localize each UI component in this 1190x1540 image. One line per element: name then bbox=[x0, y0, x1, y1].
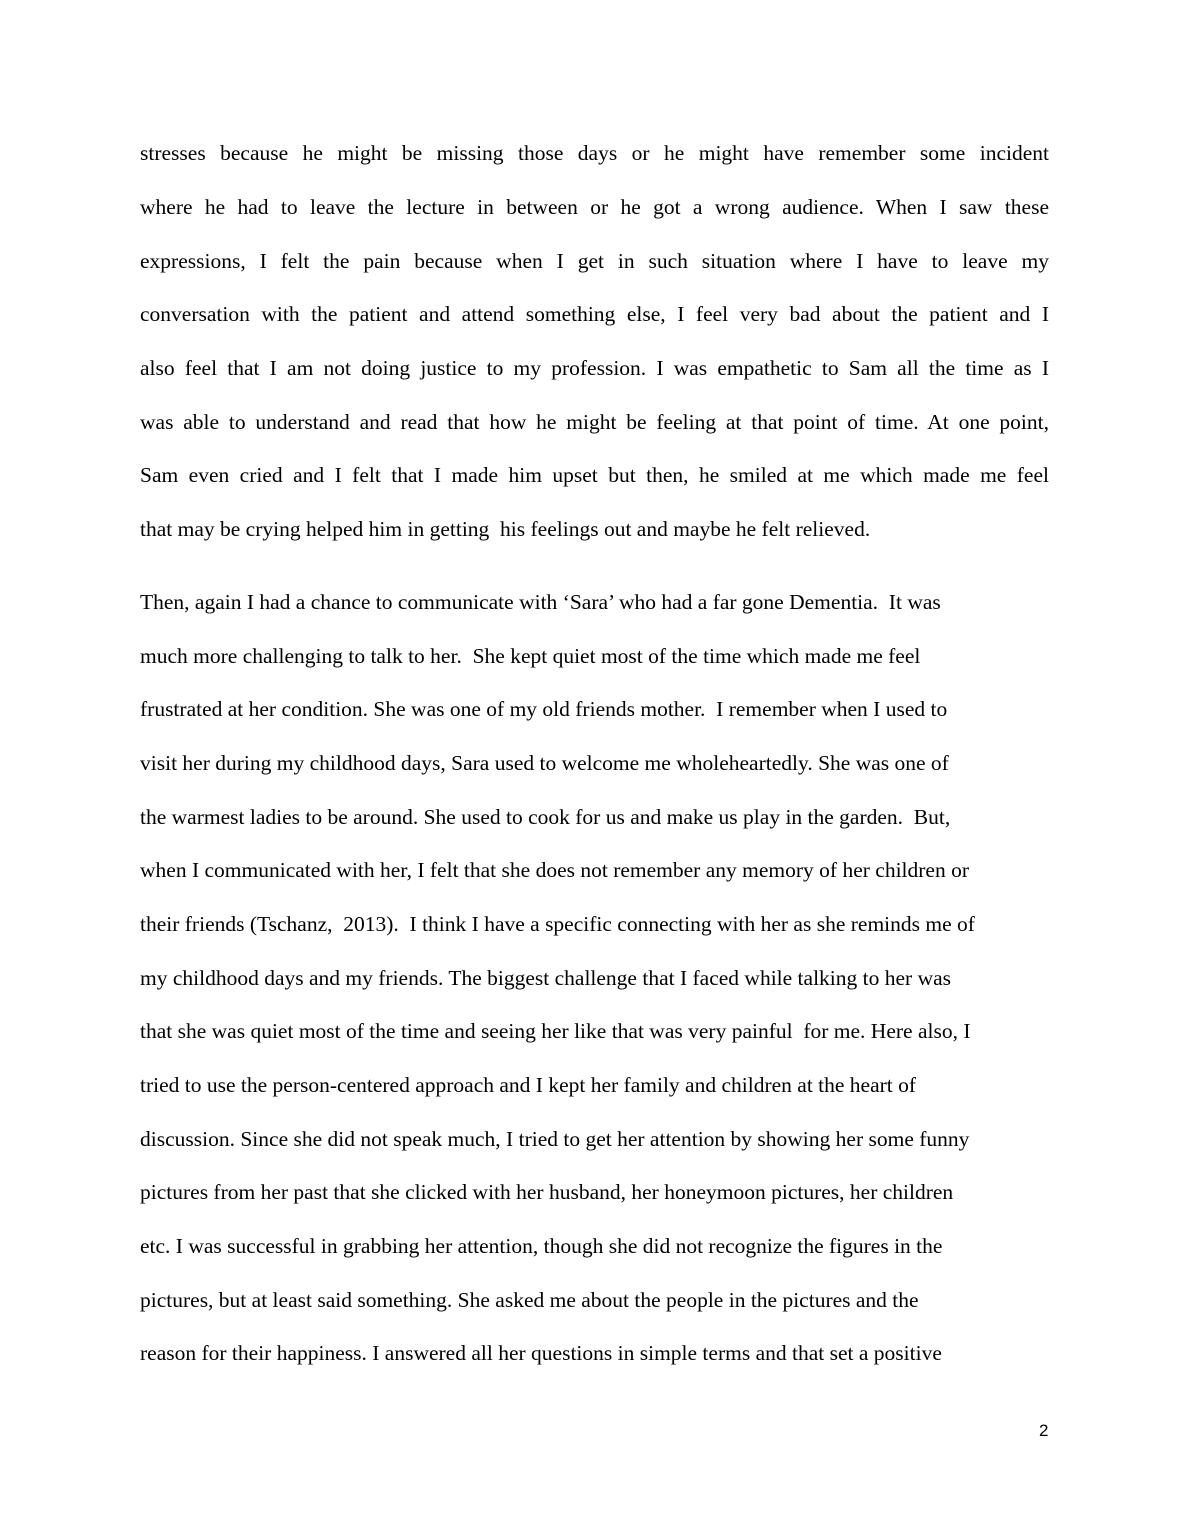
text-line: pictures, but at least said something. She asked me about the people in the pictures and the bbox=[140, 1288, 919, 1312]
text-line: reason for their happiness. I answered all her questions in simple terms and that set a positive bbox=[140, 1341, 942, 1365]
text-line: that may be crying helped him in getting his feelings out and maybe he felt relieved. bbox=[140, 517, 871, 541]
text-line: conversation with the patient and attend something else, I feel very bad about the patient and I bbox=[140, 302, 1049, 326]
text-line: where he had to leave the lecture in between or he got a wrong audience. When I saw these bbox=[140, 195, 1049, 219]
text-line: my childhood days and my friends. The biggest challenge that I faced while talking to her was bbox=[140, 966, 952, 990]
text-line: etc. I was successful in grabbing her attention, though she did not recognize the figures in the bbox=[140, 1234, 943, 1258]
text-line: Sam even cried and I felt that I made him upset but then, he smiled at me which made me feel bbox=[140, 463, 1049, 487]
text-line: Then, again I had a chance to communicate with ‘Sara’ who had a far gone Dementia. It was bbox=[140, 590, 941, 614]
text-line: much more challenging to talk to her. She kept quiet most of the time which made me feel bbox=[140, 644, 921, 668]
text-line: visit her during my childhood days, Sara used to welcome me wholeheartedly. She was one of bbox=[140, 751, 949, 775]
text-line: pictures from her past that she clicked with her husband, her honeymoon pictures, her children bbox=[140, 1180, 954, 1204]
text-line: expressions, I felt the pain because when I get in such situation where I have to leave my bbox=[140, 249, 1049, 273]
text-line: the warmest ladies to be around. She used to cook for us and make us play in the garden. But, bbox=[140, 805, 951, 829]
text-line: also feel that I am not doing justice to my profession. I was empathetic to Sam all the time as I bbox=[140, 356, 1049, 380]
page-number: 2 bbox=[1039, 1421, 1049, 1440]
text-line: was able to understand and read that how he might be feeling at that point of time. At one point, bbox=[140, 410, 1049, 434]
text-line: stresses because he might be missing those days or he might have remember some incident bbox=[140, 141, 1049, 165]
text-line: their friends (Tschanz, 2013). I think I have a specific connecting with her as she reminds me of bbox=[140, 912, 975, 936]
text-line: discussion. Since she did not speak much, I tried to get her attention by showing her some funny bbox=[140, 1127, 970, 1151]
text-line: tried to use the person-centered approach and I kept her family and children at the heart of bbox=[140, 1073, 917, 1097]
text-line: when I communicated with her, I felt that she does not remember any memory of her children or bbox=[140, 858, 969, 882]
text-line: frustrated at her condition. She was one of my old friends mother. I remember when I used to bbox=[140, 697, 948, 721]
text-line: that she was quiet most of the time and seeing her like that was very painful for me. Here also, I bbox=[140, 1019, 971, 1043]
